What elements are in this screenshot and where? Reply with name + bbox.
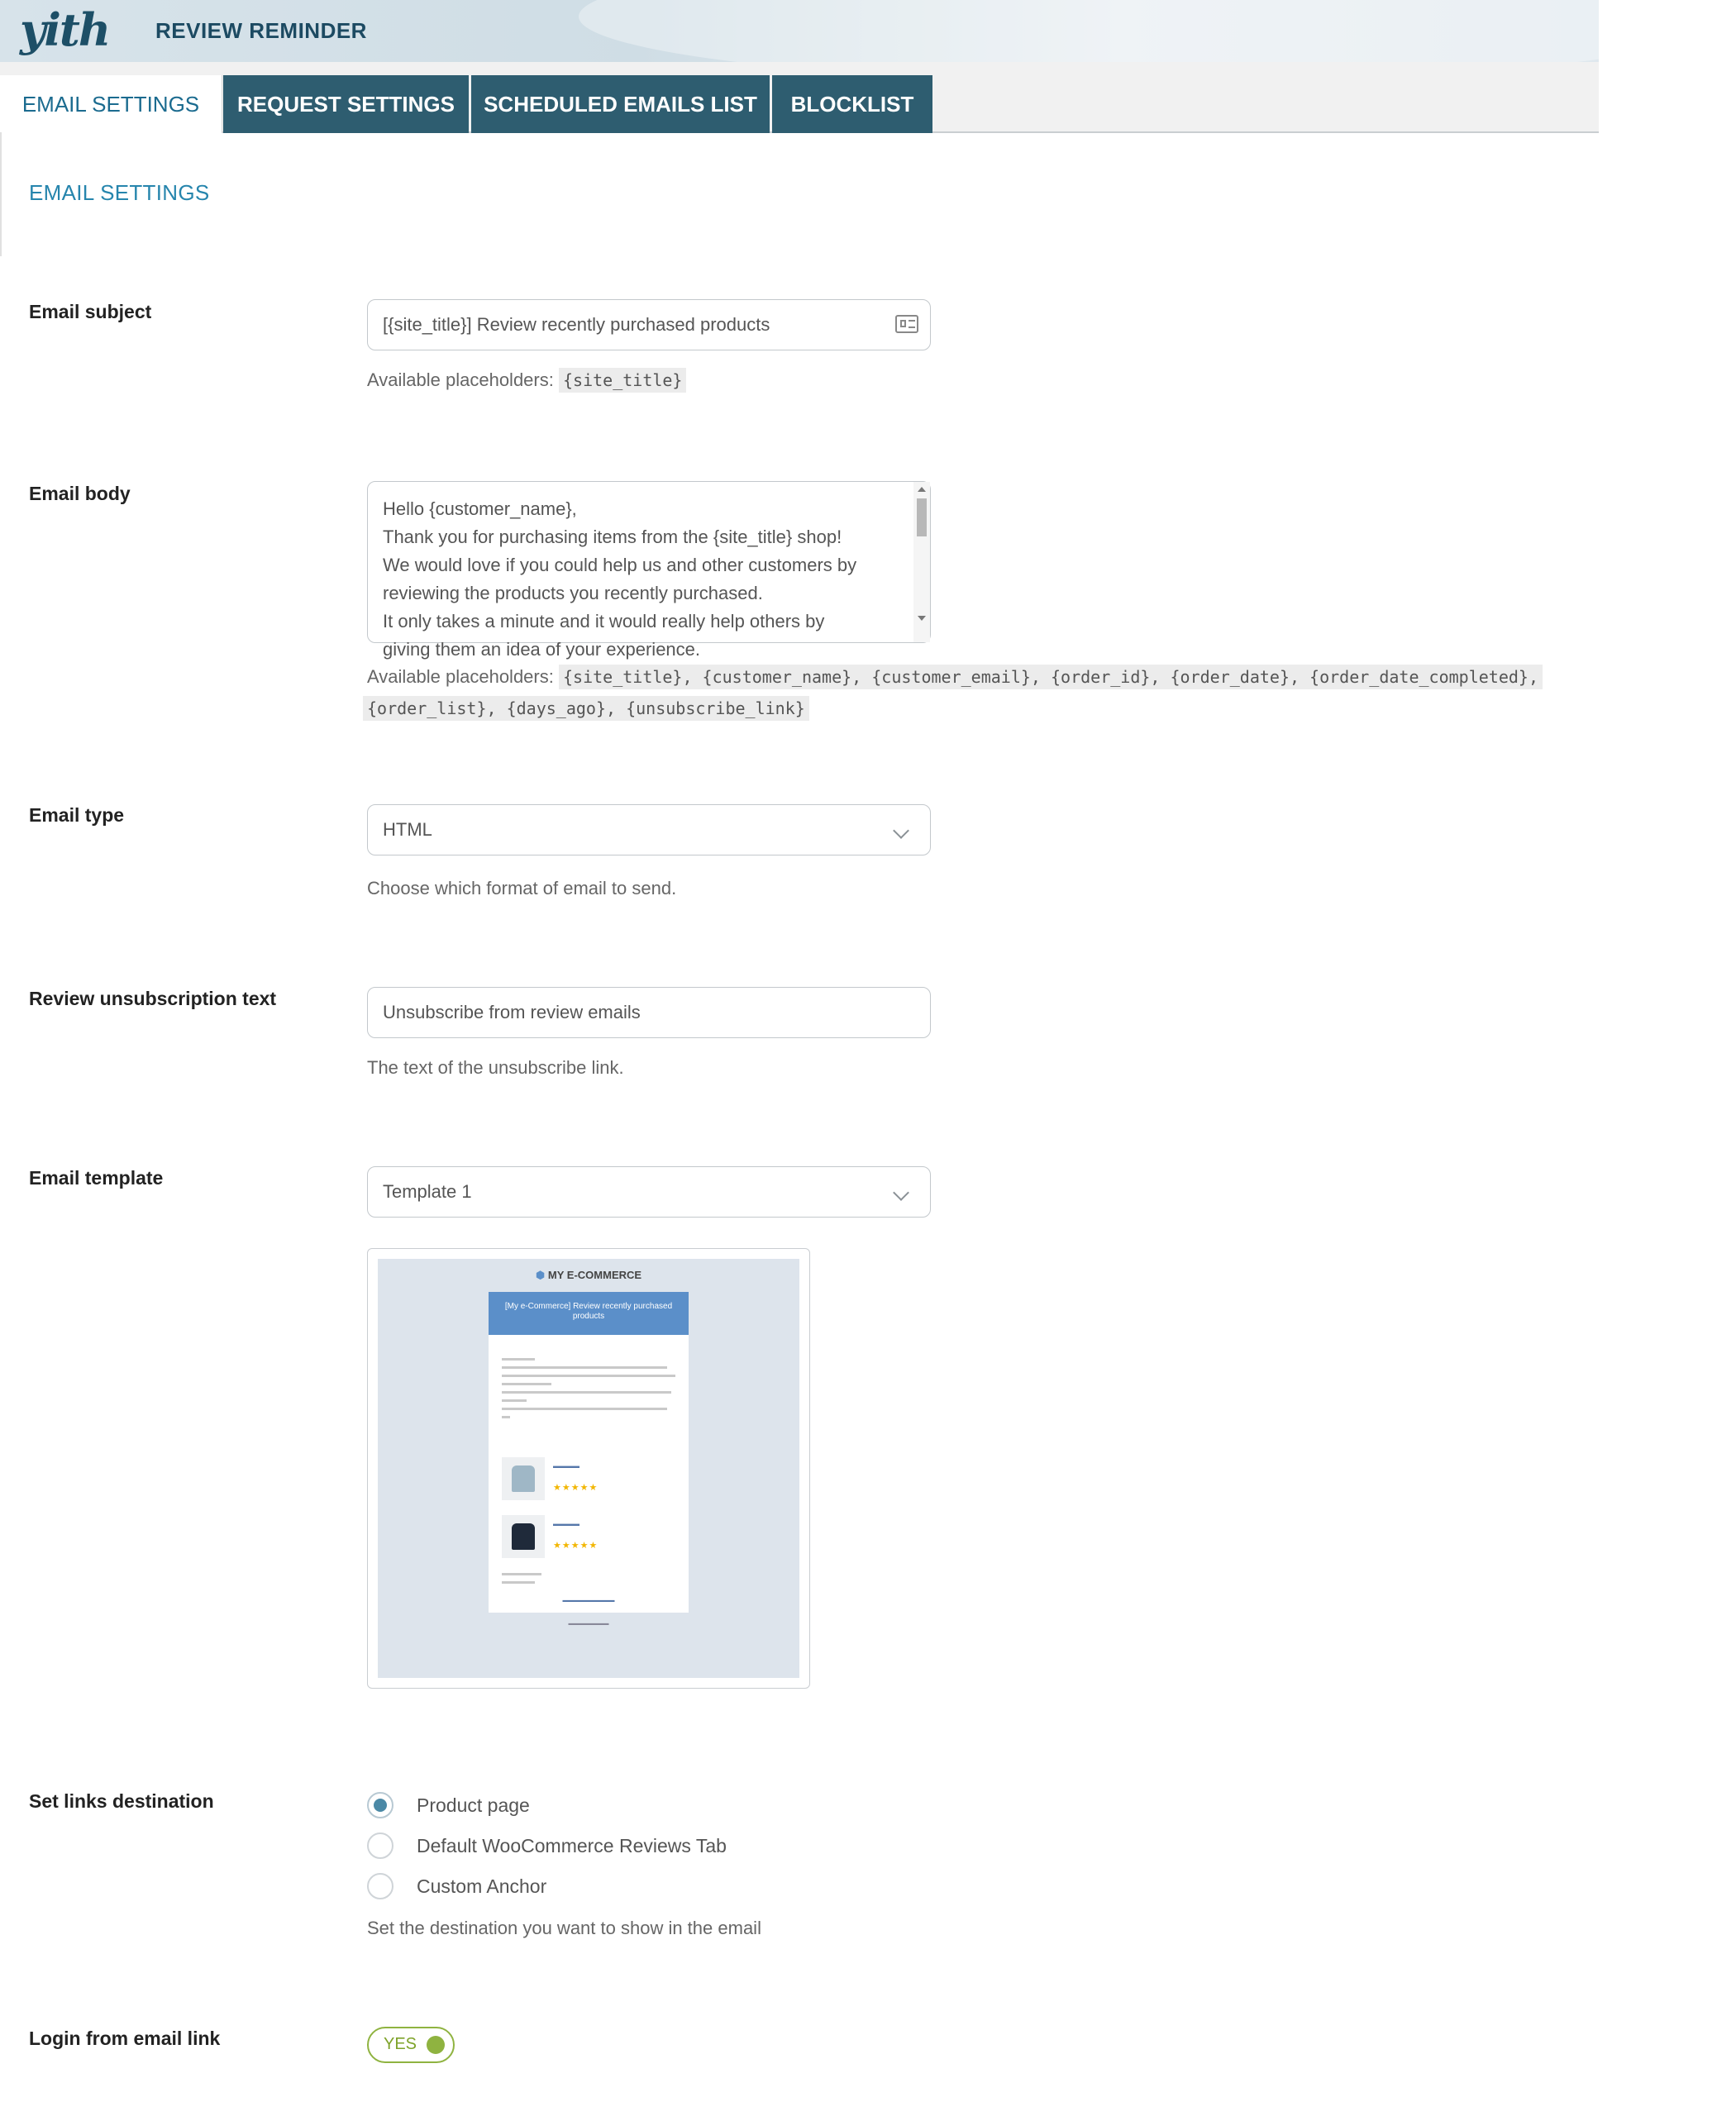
preview-header: [My e-Commerce] Review recently purchased products [489,1292,689,1335]
unsubscribe-text-value: Unsubscribe from review emails [383,1002,641,1022]
product-image [502,1515,545,1558]
scroll-down-arrow-icon[interactable] [918,616,926,621]
rating-stars: ★★★★★ [553,1541,599,1551]
links-destination-help: Set the destination you want to show in the email [367,1918,761,1938]
radio-default-reviews-tab[interactable] [367,1832,393,1859]
product-name-line: ▬▬▬▬ [553,1520,579,1527]
email-type-value: HTML [383,819,432,840]
email-subject-label: Email subject [29,301,152,322]
scroll-up-arrow-icon[interactable] [918,487,926,492]
email-template-value: Template 1 [383,1181,472,1202]
email-type-select[interactable] [367,804,931,855]
placeholder-picker-icon[interactable] [895,315,918,333]
preview-product [502,1457,675,1504]
unsubscribe-text-label: Review unsubscription text [29,988,277,1009]
unsubscribe-text-help: The text of the unsubscribe link. [367,1057,624,1078]
radio-product-page[interactable] [367,1792,393,1818]
email-body-help [367,661,1574,724]
preview-product [502,1515,675,1561]
toggle-knob [427,2036,445,2054]
email-body-line: Thank you for purchasing items from the {site_title} shop! [383,527,842,547]
radio-label-product-page[interactable]: Product page [417,1794,530,1816]
product-name-line: ▬▬▬▬ [553,1462,579,1470]
panel-border [0,132,2,256]
tab-request-settings[interactable]: REQUEST SETTINGS [223,75,469,133]
email-subject-input[interactable] [367,299,931,350]
chevron-down-icon [893,1184,909,1201]
settings-tabs [0,62,1599,133]
chevron-down-icon [893,822,909,839]
email-body-line: It only takes a minute and it would really help others by [383,611,825,631]
email-body-textarea[interactable] [367,481,931,660]
product-image [502,1457,545,1500]
email-subject-help [367,369,686,391]
rating-stars: ★★★★★ [553,1483,599,1493]
tab-email-settings[interactable]: EMAIL SETTINGS [0,75,222,133]
radio-custom-anchor[interactable] [367,1873,393,1899]
preview-body-text [502,1358,675,1424]
email-body-placeholders-2: {order_list}, {days_ago}, {unsubscribe_link} [363,696,809,721]
email-type-help: Choose which format of email to send. [367,878,677,898]
email-subject-placeholders: {site_title} [559,368,687,393]
email-body-line: reviewing the products you recently purchased. [383,583,763,603]
preview-signature [502,1573,675,1589]
login-email-link-toggle[interactable] [367,2027,455,2063]
plugin-header [0,0,1599,62]
yith-logo: yith [20,3,110,56]
email-subject-help-prefix: Available placeholders: [367,369,554,390]
email-body-help-prefix: Available placeholders: [367,666,554,687]
scroll-thumb[interactable] [917,498,927,536]
plugin-title: REVIEW REMINDER [155,18,367,43]
toggle-text: YES [384,2035,417,2053]
email-body-label: Email body [29,483,131,504]
radio-label-custom-anchor[interactable]: Custom Anchor [417,1875,547,1897]
email-subject-value: [{site_title}] Review recently purchased products [383,314,770,335]
section-title: EMAIL SETTINGS [29,180,210,205]
email-body-line: giving them an idea of your experience. [383,639,701,660]
email-body-line: We would love if you could help us and other customers by [383,555,857,575]
shop-logo-icon: ⬢ [535,1269,546,1281]
email-template-preview [367,1248,810,1689]
preview-background [378,1259,799,1678]
email-body-line: Hello {customer_name}, [383,498,577,519]
preview-footer-link: ▬▬▬▬▬▬▬▬▬ [562,1598,615,1604]
preview-email-card [489,1292,689,1613]
login-email-link-label: Login from email link [29,2028,221,2049]
email-type-label: Email type [29,804,125,826]
email-body-placeholders-1: {site_title}, {customer_name}, {customer_email}, {order_id}, {order_date}, {order_date_completed}, [559,665,1543,689]
email-template-label: Email template [29,1167,164,1189]
links-destination-label: Set links destination [29,1790,214,1812]
radio-label-default-reviews-tab[interactable]: Default WooCommerce Reviews Tab [417,1835,727,1856]
unsubscribe-text-input[interactable] [367,987,931,1038]
tab-scheduled-emails-list[interactable]: SCHEDULED EMAILS LIST [471,75,770,133]
preview-brand [378,1269,799,1282]
preview-copyright: ▬▬▬▬▬▬▬ [568,1621,609,1627]
preview-brand-text: MY E-COMMERCE [547,1269,642,1281]
email-body-scrollbar[interactable] [913,482,930,642]
email-template-select[interactable] [367,1166,931,1218]
tab-blocklist[interactable]: BLOCKLIST [772,75,932,133]
